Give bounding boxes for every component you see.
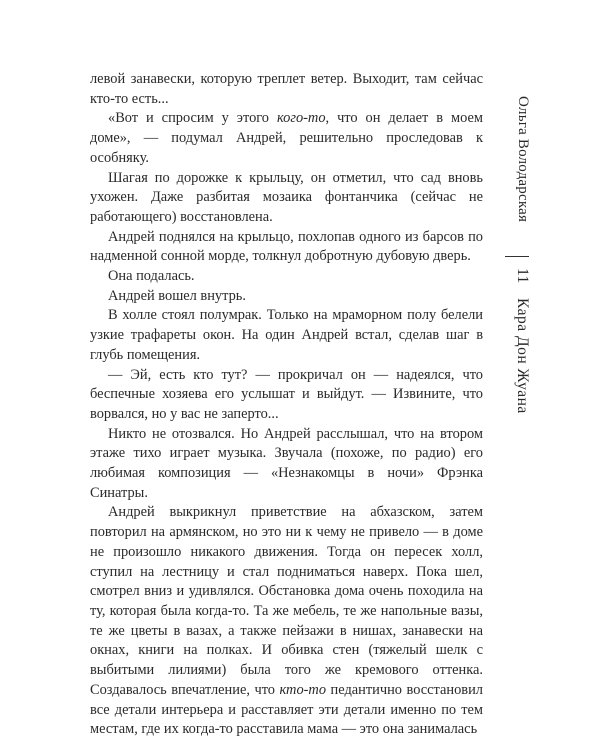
paragraph: — Эй, есть кто тут? — прокричал он — надеялся, что беспечные хозяева его услышат и выйдут. — Извините, что ворвался, но у вас не заперто...	[90, 366, 483, 422]
paragraph: Андрей поднялся на крыльцо, похлопав одного из барсов по надменной сонной морде, толкнул добротную дубовую дверь.	[90, 228, 483, 265]
author-name: Ольга Володарская	[515, 95, 531, 223]
separator-rule	[505, 256, 529, 257]
text-run: «Вот и спросим у этого	[108, 110, 277, 127]
paragraph: Шагая по дорожке к крыльцу, он отметил, что сад вновь ухожен. Даже разбитая мозаика фонтанчика (сейчас не работающего) восстановлена.	[90, 169, 483, 225]
paragraph	[90, 109, 483, 168]
text-run: Андрей выкрикнул приветствие на абхазском, затем повторил на армянском, но это ни к чему не привело — в доме не произошло никакого движения. Тогда он пересек холл, ступил на лестницу и стал подниматься наверх. Пока шел, смотрел вниз и удивлялся. Обстановка дома очень походила на ту, которая была когда-то. Та же мебель, те же напольные вазы, те же цветы в вазах, а также пейзажи в нишах, занавески на окнах, книги на полках. И обивка стен (тяжелый шелк с выбитыми лилиями) была того же кремового оттенка. Создавалось впечатление, что	[90, 504, 483, 698]
page-number: 11	[514, 268, 531, 284]
book-title: Кара Дон Жуана	[514, 298, 531, 414]
paragraph	[90, 503, 483, 739]
text-run: педантично восстановил все детали интерьера и расставляет эти детали именно по тем местам, где их когда-то расставила мама — это она занималась	[90, 681, 483, 738]
paragraph: Она подалась.	[108, 268, 195, 285]
italic-text: кто-то	[279, 681, 327, 698]
paragraph: левой занавески, которую треплет ветер. Выходит, там сейчас кто-то есть...	[90, 71, 483, 107]
page-body-text	[90, 70, 483, 740]
italic-text: кого-то	[276, 110, 326, 127]
paragraph: Никто не отозвался. Но Андрей расслышал, что на втором этаже тихо играет музыка. Звучала (похоже, по радио) его любимая композиция — «Незнакомцы в ночи» Фрэнка Синатры.	[90, 425, 483, 501]
paragraph: В холле стоял полумрак. Только на мраморном полу белели узкие трафареты окон. На один Андрей встал, сделав шаг в глубь помещения.	[90, 307, 483, 363]
running-head	[503, 70, 531, 540]
text-run: , что он делает в моем доме», — подумал Андрей, решительно проследовав к особняку.	[90, 110, 483, 166]
paragraph: Андрей вошел внутрь.	[108, 287, 246, 304]
